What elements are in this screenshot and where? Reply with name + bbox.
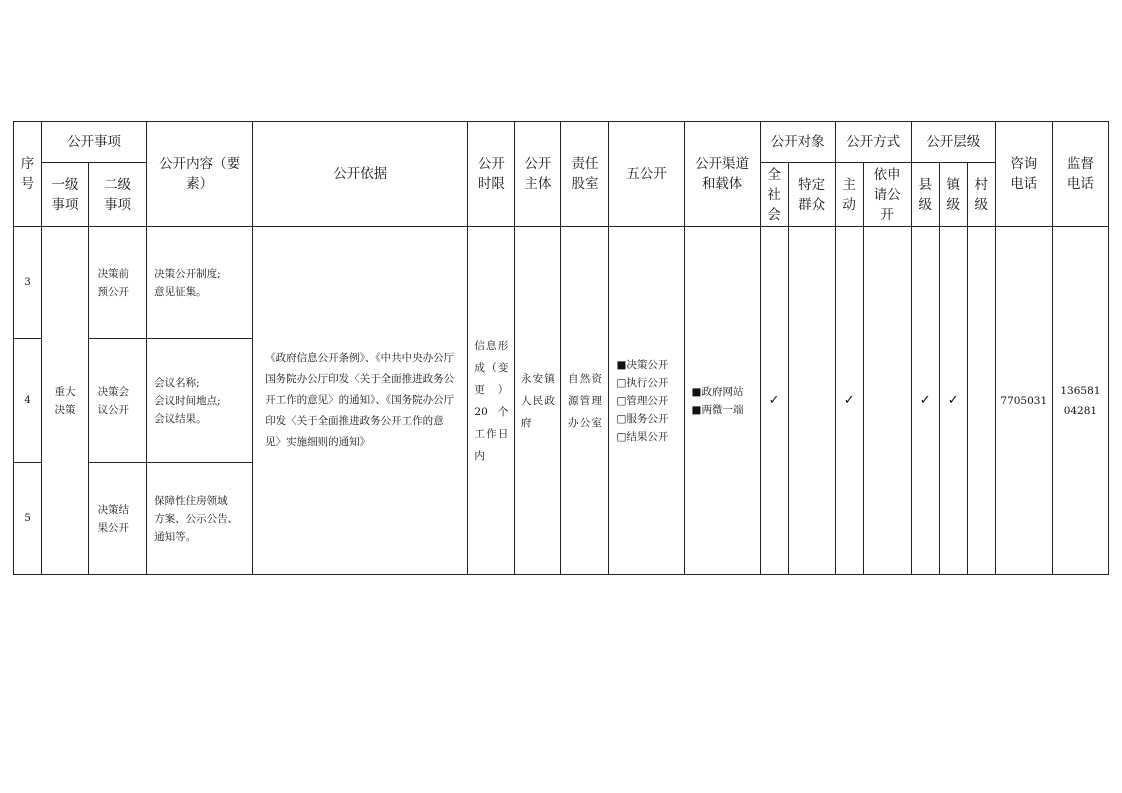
header-basis: 公开依据 [253,122,468,227]
header-item-group: 公开事项 [42,122,147,163]
header-item-l2: 二级事项 [89,163,147,227]
row-seq: 4 [14,339,42,463]
header-target-specific: 特定群众 [788,163,835,227]
disclosure-table [13,121,1109,575]
content-cell: 保障性住房领域 方案、公示公告、 通知等。 [147,463,253,575]
item-l2-cell: 决策会议公开 [89,339,147,463]
header-consult-phone: 咨询电话 [995,122,1052,227]
header-target-all: 全社会 [760,163,788,227]
level-county-check: ✓ [911,227,939,575]
header-level-village: 村级 [967,163,995,227]
header-five-public: 五公开 [609,122,684,227]
header-level-town: 镇级 [939,163,967,227]
header-mode-apply: 依申请公开 [863,163,911,227]
five-public-item: □管理公开 [616,394,669,407]
dept-cell: 自然资源管理办公室 [561,227,609,575]
header-dept: 责任股室 [561,122,609,227]
channel-item: ■两微一端 [691,403,744,416]
header-target-group: 公开对象 [760,122,835,163]
subject-cell: 永安镇人民政府 [515,227,561,575]
target-specific-check [788,227,835,575]
mode-active-check: ✓ [835,227,863,575]
five-public-item: □结果公开 [616,430,669,443]
item-l1-cell: 重大决策 [42,227,89,575]
content-cell: 会议名称; 会议时间地点; 会议结果。 [147,339,253,463]
header-content: 公开内容（要素） [147,122,253,227]
consult-phone: 7705031 [995,227,1052,575]
row-seq: 3 [14,227,42,339]
five-public-cell [609,227,684,575]
supervise-phone: 13658104281 [1052,227,1108,575]
header-level-group: 公开层级 [911,122,995,163]
table-row [14,227,1109,339]
five-public-item: □服务公开 [616,412,669,425]
five-public-item: □执行公开 [616,376,669,389]
header-mode-active: 主动 [835,163,863,227]
level-town-check: ✓ [939,227,967,575]
row-seq: 5 [14,463,42,575]
target-all-check: ✓ [760,227,788,575]
level-village-check [967,227,995,575]
content-cell: 决策公开制度; 意见征集。 [147,227,253,339]
basis-cell: 《政府信息公开条例》、《中共中央办公厅国务院办公厅印发〈关于全面推进政务公开工作的意见〉的通知》、《国务院办公厅印发〈关于全面推进政务公开工作的意见〉实施细则的通知》 [253,227,468,575]
channel-cell [684,227,760,575]
time-limit-cell: 信息形成（变更）20个工作日内 [468,227,515,575]
item-l2-cell: 决策结果公开 [89,463,147,575]
header-row-1 [14,122,1109,163]
header-time-limit: 公开时限 [468,122,515,227]
mode-apply-check [863,227,911,575]
header-channel: 公开渠道和载体 [684,122,760,227]
header-level-county: 县级 [911,163,939,227]
header-supervise-phone: 监督电话 [1052,122,1108,227]
header-mode-group: 公开方式 [835,122,911,163]
header-seq: 序号 [14,122,42,227]
item-l2-cell: 决策前预公开 [89,227,147,339]
five-public-item: ■决策公开 [616,358,669,371]
channel-item: ■政府网站 [691,385,744,398]
header-subject: 公开主体 [515,122,561,227]
header-item-l1: 一级事项 [42,163,89,227]
